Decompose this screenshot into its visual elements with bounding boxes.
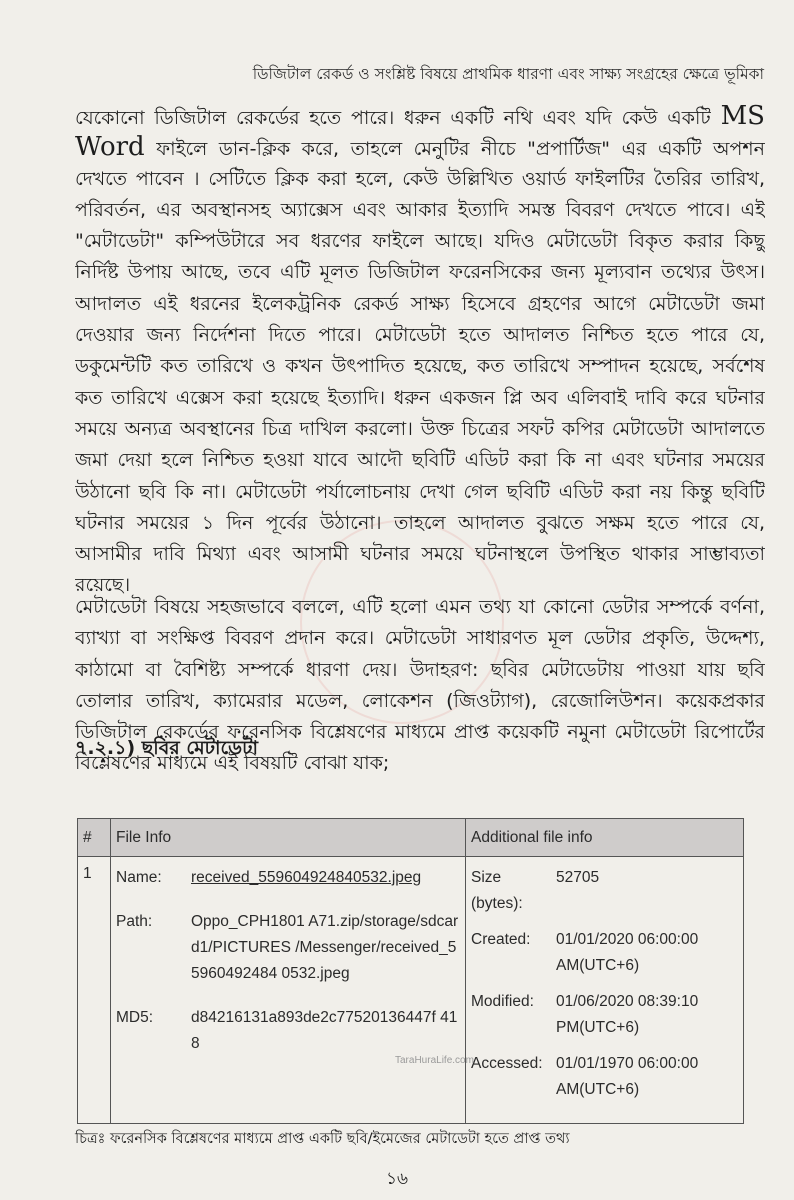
text-line: আদালত এই ধরনের ইলেকট্রনিক রেকর্ড সাক্ষ্য হিসেবে গ্রহণের আগে মেটাডেটা জমা — [75, 292, 765, 315]
text-line: ডিজিটাল রেকর্ডের ফরেনসিক বিশ্লেষণের মাধ্যমে প্রাপ্ত কয়েকটি নমুনা মেটাডেটা রিপোর্টের — [75, 721, 765, 744]
size-value: 52705 — [556, 869, 600, 886]
path-label: Path: — [116, 913, 153, 930]
text-line: নির্দিষ্ট উপায় আছে, তবে এটি মূলত ডিজিটাল ফরেনসিকের জন্য মূল্যবান তথ্যের উৎস। — [75, 261, 765, 284]
path-value: Oppo_CPH1801 A71.zip/storage/sdcard1/PICTURES /Messenger/received_55960492484 0532.jpeg — [191, 913, 459, 982]
text-line — [75, 101, 765, 132]
accessed-value: 01/01/1970 06:00:00 AM(UTC+6) — [556, 1055, 699, 1098]
name-value: received_559604924840532.jpeg — [191, 869, 422, 886]
figure-caption: চিত্রঃ ফরেনসিক বিশ্লেষণের মাধ্যমে প্রাপ্ত একটি ছবি/ইমেজের মেটাডেটা হতে প্রাপ্ত তথ্য — [75, 1131, 570, 1147]
text-line: উঠানো ছবি কি না। মেটাডেটা পর্যালোচনায় দেখা গেল ছবিটি এডিট করা নয় কিন্তু ছবিটি — [75, 480, 765, 503]
column-header-additional: Additional file info — [466, 819, 744, 857]
text-line: দেওয়ার জন্য নির্দেশনা দিতে পারে। মেটাডেটা হতে আদালত নিশ্চিত হতে পারে যে, — [75, 324, 765, 347]
table-row — [78, 857, 744, 1124]
created-label: Created: — [471, 931, 531, 948]
name-label: Name: — [116, 869, 162, 886]
text-line: রয়েছে। — [75, 574, 131, 597]
text-line: তোলার তারিখ, ক্যামেরার মডেল, লোকেশন (জিওট্যাগ), রেজোলিউশন। কয়েকপ্রকার — [75, 689, 765, 712]
text-line: ডকুমেন্টটি কত তারিখে ও কখন উৎপাদিত হয়েছে, কত তারিখে সম্পাদন হয়েছে, সর্বশেষ — [75, 355, 765, 378]
created-value: 01/01/2020 06:00:00 AM(UTC+6) — [556, 931, 699, 974]
metadata-table — [77, 818, 744, 1124]
md5-value: d84216131a893de2c77520136447f 418 — [191, 1009, 458, 1052]
accessed-label: Accessed: — [471, 1055, 543, 1072]
column-header-file-info: File Info — [111, 819, 466, 857]
md5-label: MD5: — [116, 1009, 154, 1026]
text-line: সময়ে অন্যত্র অবস্থানের চিত্র দাখিল করলো। উক্ত চিত্রের সফট কপির মেটাডেটা আদালতে — [75, 417, 765, 440]
ms-term: MS — [720, 101, 765, 131]
paragraph-1 — [75, 101, 765, 602]
page-number: ১৬ — [385, 1169, 409, 1189]
table-header-row — [78, 819, 744, 857]
text-line: ঘটনার সময়ের ১ দিন পূর্বের উঠানো। তাহলে আদালত বুঝতে সক্ষম হতে পারে যে, — [75, 511, 765, 534]
size-label: Size (bytes): — [471, 869, 523, 912]
text-line: কাঠামো বা বৈশিষ্ট্য সম্পর্কে ধারণা দেয়। উদাহরণ: ছবির মেটাডেটায় পাওয়া যায় ছবি — [75, 658, 765, 681]
row-index: 1 — [78, 857, 111, 1124]
additional-info-cell — [466, 857, 744, 1124]
modified-value: 01/06/2020 08:39:10 PM(UTC+6) — [556, 993, 699, 1036]
word-term: Word — [75, 132, 145, 163]
text-line: দেখতে পাবেন । সেটিতে ক্লিক করা হলে, কেউ উল্লিখিত ওয়ার্ড ফাইলটির তৈরির তারিখ, — [75, 167, 765, 190]
watermark-text: TaraHuraLife.com — [395, 1055, 474, 1066]
text-span: ফাইলে ডান-ক্লিক করে, তাহলে মেনুটির নীচে "প্রপার্টিজ" এর একটি অপশন — [156, 138, 765, 161]
text-line: ব্যাখ্যা বা সংক্ষিপ্ত বিবরণ প্রদান করে। মেটাডেটা সাধারণত মূল ডেটার প্রকৃতি, উদ্দেশ্য, — [75, 627, 765, 650]
text-span: যেকোনো ডিজিটাল রেকর্ডের হতে পারে। ধরুন একটি নথি এবং যদি কেউ একটি — [75, 107, 711, 129]
text-line: মেটাডেটা বিষয়ে সহজভাবে বললে, এটি হলো এমন তথ্য যা কোনো ডেটার সম্পর্কে বর্ণনা, — [75, 596, 765, 618]
text-line: আসামীর দাবি মিথ্যা এবং আসামী ঘটনার সময়ে ঘটনাস্থলে উপস্থিত থাকার সাম্ভাব্যতা — [75, 543, 765, 566]
section-heading: ৭.২.১) ছবির মেটাডেটা — [75, 737, 258, 759]
running-header: ডিজিটাল রেকর্ড ও সংশ্লিষ্ট বিষয়ে প্রাথমিক ধারণা এবং সাক্ষ্য সংগ্রহের ক্ষেত্রে ভূমিকা — [252, 65, 764, 83]
text-line: জমা দেয়া হলে নিশ্চিত হওয়া যাবে আদৌ ছবিটি এডিট করা কি না এবং ঘটনার সময়ের — [75, 449, 765, 472]
text-line: পরিবর্তন, এর অবস্থানসহ অ্যাক্সেস এবং আকার ইত্যাদি সমস্ত বিবরণ দেখতে পাবে। এই — [75, 198, 765, 221]
text-line: বিশ্লেষণের মাধ্যমে এই বিষয়টি বোঝা যাক; — [75, 752, 390, 775]
text-line: "মেটাডেটা" কম্পিউটারে সব ধরণের ফাইলে আছে। যদিও মেটাডেটা বিকৃত করার কিছু — [75, 230, 765, 253]
file-info-cell — [111, 857, 466, 1124]
modified-label: Modified: — [471, 993, 534, 1010]
text-line — [75, 132, 765, 163]
column-header-index: # — [78, 819, 111, 857]
text-line: কত তারিখে এক্সেস করা হয়েছে ইত্যাদি। ধরুন একজন প্লি অব এলিবাই দাবি করে ঘটনার — [75, 386, 765, 409]
